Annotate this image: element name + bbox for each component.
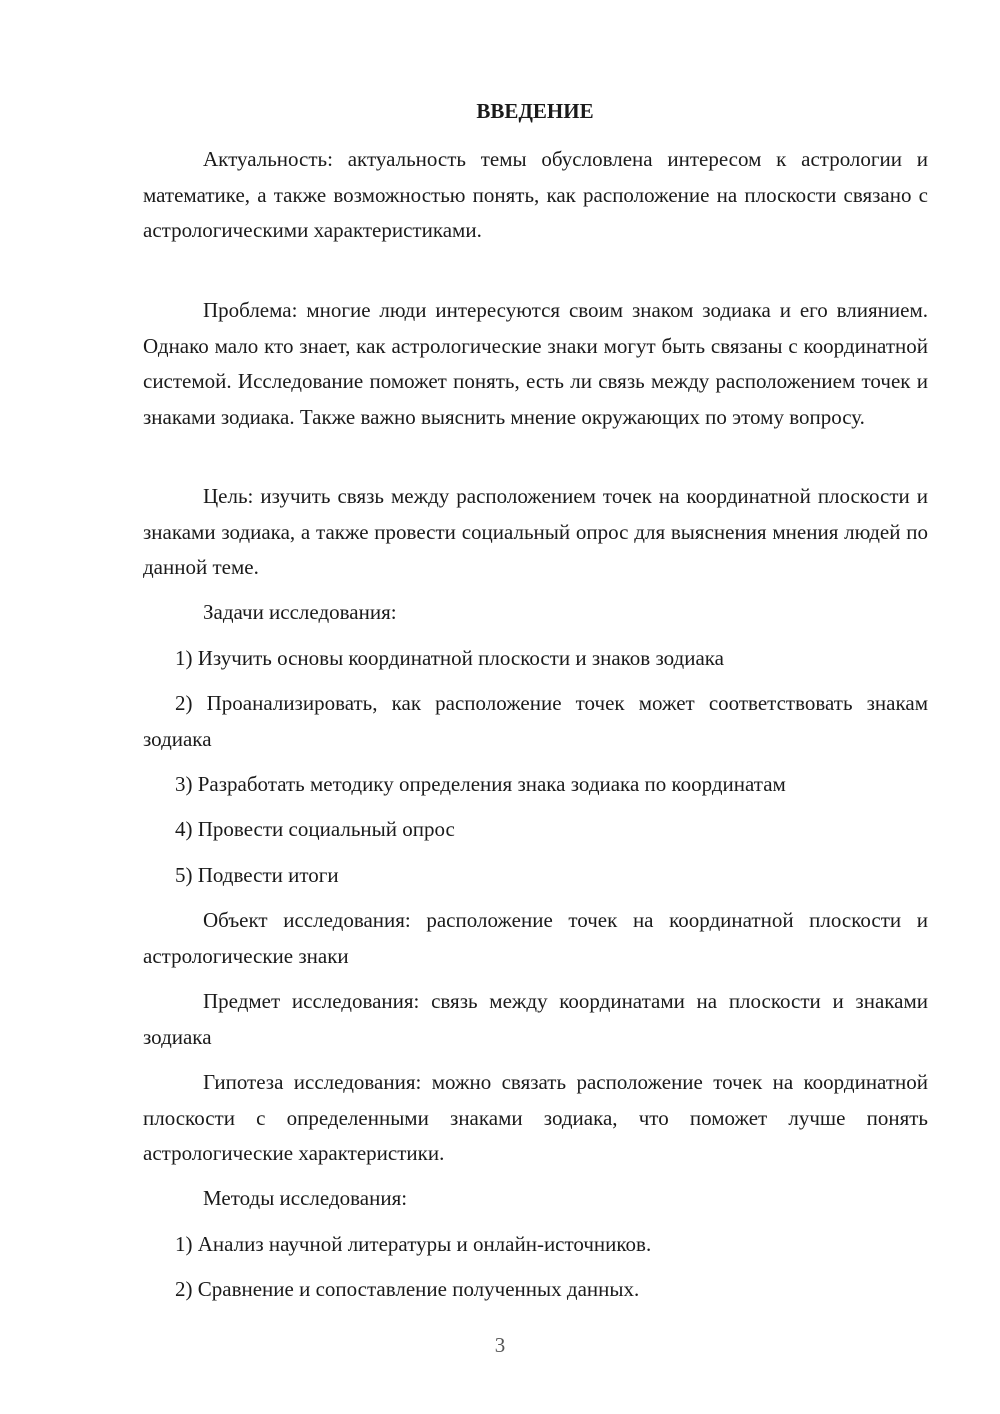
page-number: 3: [494, 1333, 506, 1357]
method-item: 1) Анализ научной литературы и онлайн-источников.: [175, 1232, 652, 1256]
methods-heading: Методы исследования:: [203, 1186, 408, 1210]
method-item: 2) Сравнение и сопоставление полученных данных.: [175, 1277, 640, 1301]
task-item: 2) Проанализировать, как расположение точек может соответствовать знакам зодиака: [143, 691, 928, 751]
hypothesis-paragraph: Гипотеза исследования: можно связать расположение точек на координатной плоскости с определенными знаками зодиака, что поможет лучше понять астрологические характеристики.: [143, 1070, 928, 1165]
page-title: ВВЕДЕНИЕ: [476, 99, 594, 123]
task-item: 3) Разработать методику определения знака зодиака по координатам: [175, 772, 786, 796]
task-item: 5) Подвести итоги: [175, 863, 339, 887]
object-paragraph: Объект исследования: расположение точек на координатной плоскости и астрологические знаки: [143, 908, 928, 968]
subject-paragraph: Предмет исследования: связь между координатами на плоскости и знаками зодиака: [143, 989, 928, 1049]
task-item: 4) Провести социальный опрос: [175, 817, 455, 841]
problem-paragraph: Проблема: многие люди интересуются своим знаком зодиака и его влиянием. Однако мало кто знает, как астрологические знаки могут быть связаны с координатной системой. Исследование поможет понять, есть ли связь между расположением точек и знаками зодиака. Также важно выяснить мнение окружающих по этому вопросу.: [143, 298, 928, 429]
goal-paragraph: Цель: изучить связь между расположением точек на координатной плоскости и знаками зодиака, а также провести социальный опрос для выяснения мнения людей по данной теме.: [143, 484, 928, 579]
tasks-heading: Задачи исследования:: [203, 600, 397, 624]
task-item: 1) Изучить основы координатной плоскости и знаков зодиака: [175, 646, 724, 670]
relevance-paragraph: Актуальность: актуальность темы обусловлена интересом к астрологии и математике, а также возможностью понять, как расположение на плоскости связано с астрологическими характеристиками.: [143, 147, 928, 242]
